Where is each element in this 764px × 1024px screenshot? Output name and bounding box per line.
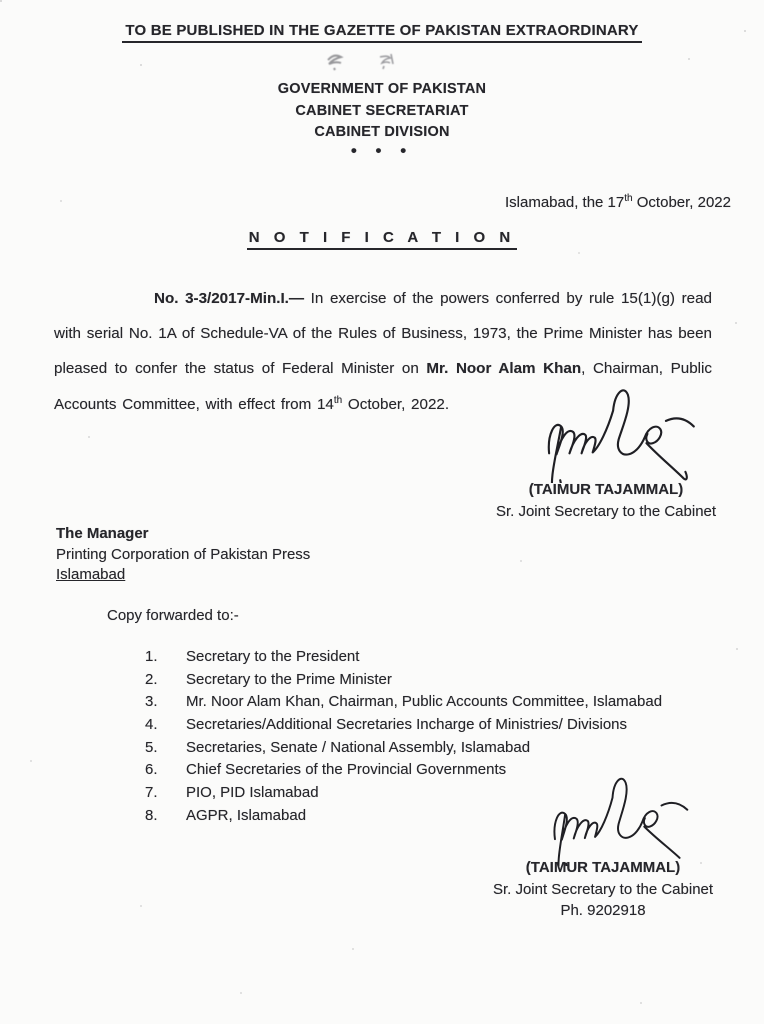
copy-list-number: 2. [145,670,158,688]
addressee-org: Printing Corporation of Pakistan Press [56,545,311,563]
addressee-city: Islamabad [56,566,126,583]
copy-list-text: Secretaries, Senate / National Assembly, Islamabad [186,738,531,756]
copy-list-item [145,671,705,694]
copy-list-text: Secretary to the President [186,648,360,665]
signature-handwritten-bottom [526,767,725,868]
copy-list-text: Mr. Noor Alam Khan, Chairman, Public Accounts Committee, Islamabad [186,693,663,711]
signature-handwritten-top [524,381,730,483]
reference-number: No. 3-3/2017-Min.I.— [154,290,305,307]
copy-list-number: 4. [145,716,158,734]
org-line-division: CABINET DIVISION [314,124,450,140]
copy-list-text: Chief Secretaries of the Provincial Governments [186,761,507,779]
ordinal-suffix: th [333,394,343,406]
copy-list-number: 7. [145,784,158,802]
copy-list-number: 1. [145,648,158,665]
signatory-block-bottom [472,857,734,922]
copy-list-item [145,648,705,671]
addressee-block [56,524,310,586]
body-segment: October, 2022. [342,395,450,413]
signatory-phone: Ph. 9202918 [560,902,646,919]
copy-list-text: Secretaries/Additional Secretaries Incharge of Ministries/ Divisions [186,716,628,734]
copy-list-text: PIO, PID Islamabad [186,784,319,802]
gazette-header [0,22,764,43]
signatory-title: Sr. Joint Secretary to the Cabinet [495,502,717,520]
copy-list-item [145,693,705,716]
copy-list-number: 5. [145,738,158,756]
ink-smudge-mark [314,48,434,74]
org-line-secretariat: CABINET SECRETARIAT [295,102,469,119]
scan-speckles [0,0,2,2]
copy-list-number: 3. [145,693,158,711]
dateline-text: Islamabad, the 17 [505,194,625,211]
signatory-title: Sr. Joint Secretary to the Cabinet [492,880,714,898]
org-header [0,79,764,144]
copy-list-number: 8. [145,806,158,824]
gazette-header-text: TO BE PUBLISHED IN THE GAZETTE OF PAKISTAN EXTRAORDINARY [122,22,641,43]
copy-list-text: AGPR, Islamabad [186,806,307,824]
dateline-text: October, 2022 [632,194,731,211]
notification-heading [0,229,764,250]
separator-dots: • • • [350,141,414,160]
copy-list-number: 6. [145,761,158,779]
ordinal-suffix: th [624,193,633,204]
signatory-name: (TAIMUR TAJAMMAL) [528,481,684,498]
body-segment: In exercise of the powers conferred by rule 15(1)(g) read with serial No. 1A of Schedule-VA of the Rules of Business, 1973, the Prime Minister has been pleased to confer the status of Federal Minister on [54,290,712,378]
addressee-name: The Manager [56,525,149,542]
signatory-name: (TAIMUR TAJAMMAL) [525,859,681,876]
body-segment: , Chairman, Public Accounts Committee, with effect from 14 [54,360,712,413]
org-line-government: GOVERNMENT OF PAKISTAN [277,81,487,97]
minister-name: Mr. Noor Alam Khan [426,360,582,378]
copy-forwarded-label: Copy forwarded to:- [107,607,239,624]
copy-list-text: Secretary to the Prime Minister [186,670,392,688]
copy-list-item [145,716,705,739]
dateline [505,194,731,211]
copy-list-item [145,739,705,762]
notification-heading-text: N O T I F I C A T I O N [247,229,517,250]
signatory-block-top [478,479,734,522]
